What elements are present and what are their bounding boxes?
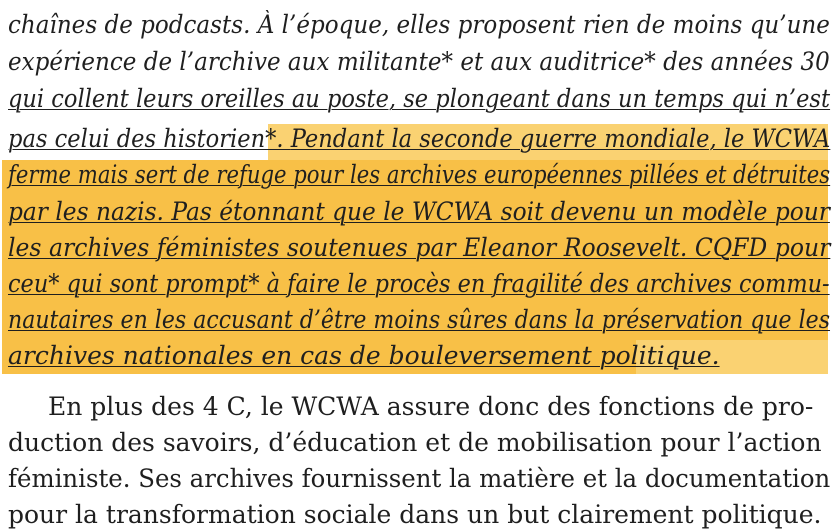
text-line-8: ceu* qui sont prompt* à faire le procès en fragilité des archives commu- xyxy=(8,269,830,298)
text-line-4-before: pas celui des historien*. xyxy=(8,124,291,153)
text-line-6: par les nazis. Pas étonnant que le WCWA soit devenu un modèle pour xyxy=(8,197,830,226)
text-line-4-highlight: Pendant la seconde guerre mondiale, le WCWA xyxy=(290,124,831,153)
text-line-7: les archives féministes soutenues par Eleanor Roosevelt. CQFD pour xyxy=(8,233,831,262)
text-line-3 xyxy=(8,84,830,114)
text-line-1: chaînes de podcasts. À l’époque, elles proposent rien de moins qu’une xyxy=(8,10,830,39)
text-line-12: duction des savoirs, d’éducation et de mobilisation pour l’action xyxy=(8,428,822,457)
text-line-3-content: qui collent leurs oreilles au poste, se plongeant dans un temps qui n’est xyxy=(8,84,831,113)
text-line-14: pour la transformation sociale dans un but clairement politique. xyxy=(8,500,822,529)
text-line-11: En plus des 4 C, le WCWA assure donc des fonctions de pro- xyxy=(48,392,814,421)
text-line-13: féministe. Ses archives fournissent la matière et la documentation xyxy=(8,464,831,493)
text-line-5: ferme mais sert de refuge pour les archives européennes pillées et détruites xyxy=(8,160,831,189)
text-line-4 xyxy=(8,124,830,154)
text-line-2: expérience de l’archive aux militante* et aux auditrice* des années 30 xyxy=(8,47,830,76)
text-line-10: archives nationales en cas de bouleversement politique. xyxy=(8,341,720,370)
text-line-9: nautaires en les accusant d’être moins sûres dans la préservation que les xyxy=(8,305,831,334)
